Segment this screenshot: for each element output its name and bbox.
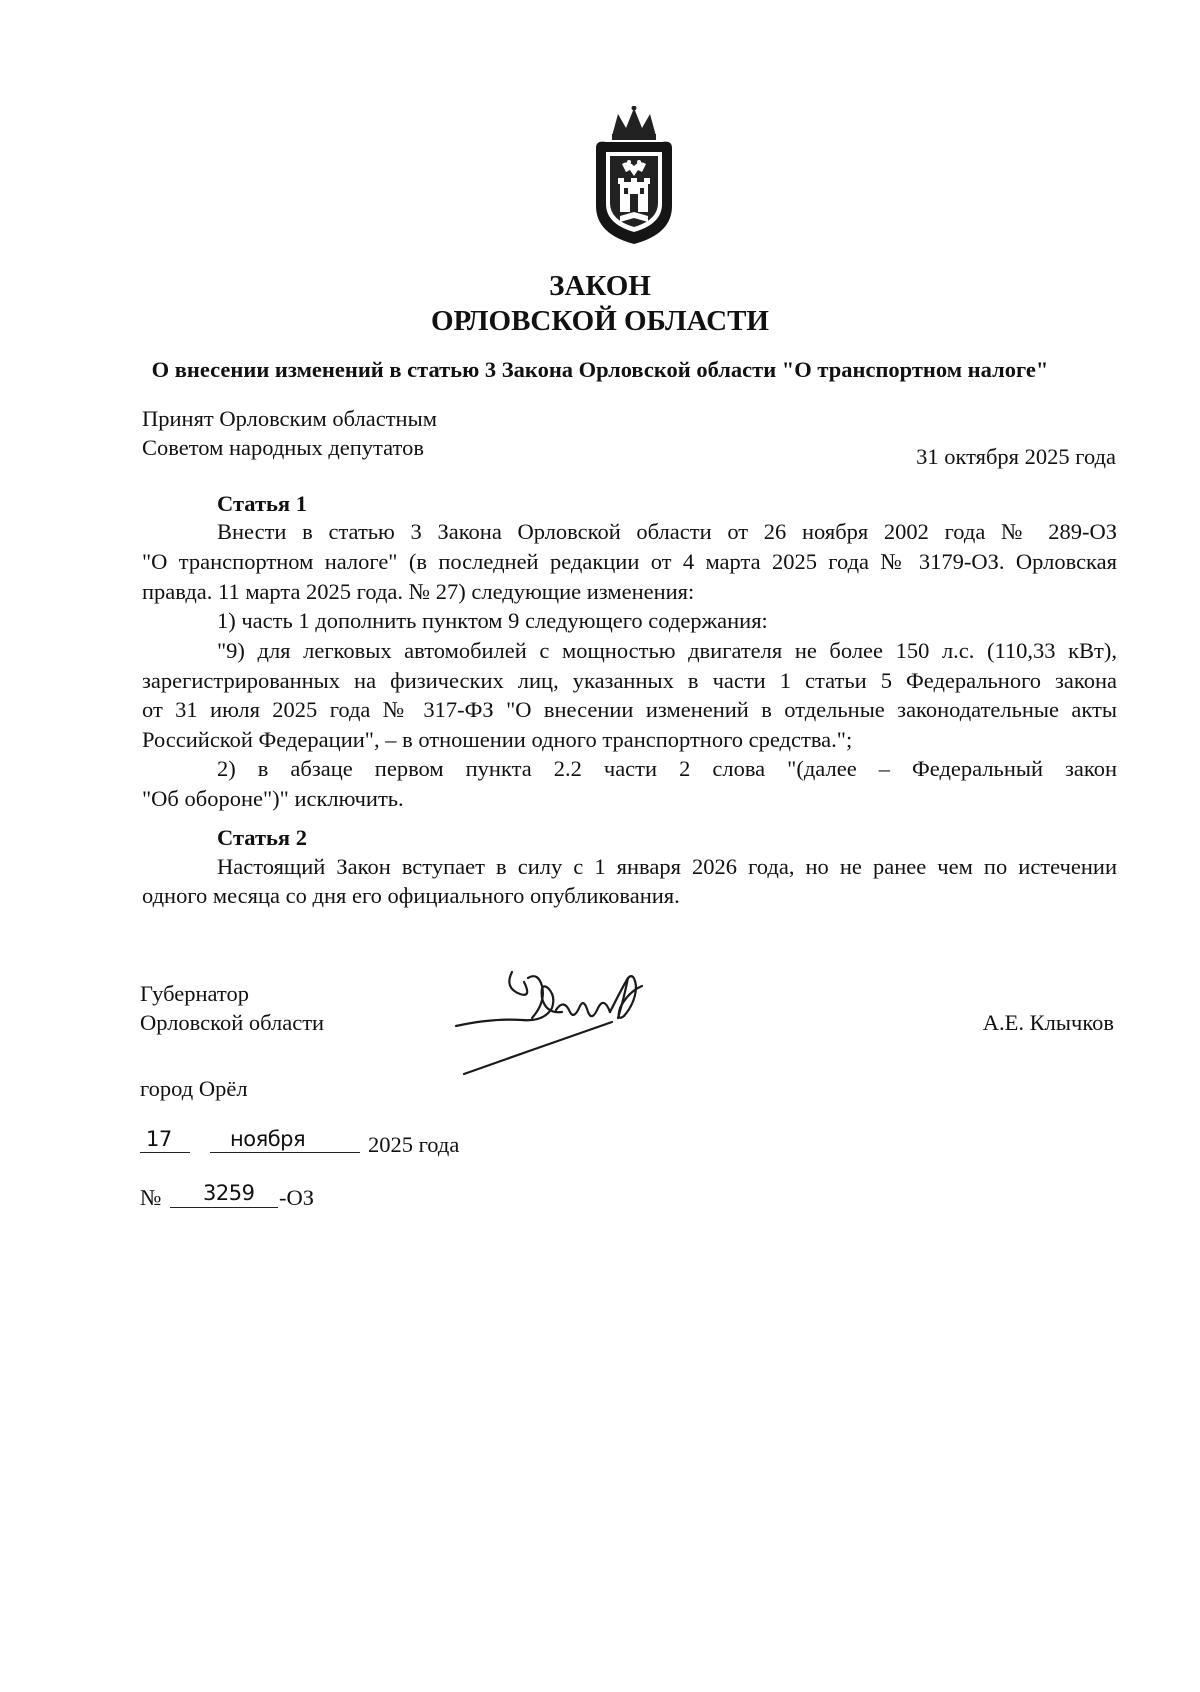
article-1-line: правда. 11 марта 2025 года. № 27) следующие изменения: [142, 579, 695, 604]
adopted-date: 31 октября 2025 года [916, 444, 1116, 469]
article-2-title: Статья 2 [217, 825, 307, 850]
article-1-line: Российской Федерации", – в отношении одного транспортного средства."; [142, 727, 853, 752]
article-1-line: "О транспортном налоге" (в последней редакции от 4 марта 2025 года № 3179-ОЗ. Орловская [142, 549, 1117, 574]
city-name: город Орёл [140, 1076, 248, 1101]
governor-signature [452, 968, 682, 1080]
governor-name: А.Е. Клычков [982, 1010, 1114, 1035]
article-1-line: Внести в статью 3 Закона Орловской области от 26 ноября 2002 года № 289-ОЗ [217, 519, 1117, 544]
title-line-2: ОРЛОВСКОЙ ОБЛАСТИ [430, 305, 769, 337]
article-1-line: "Об обороне")" исключить. [142, 786, 404, 811]
article-1-line: 2) в абзаце первом пункта 2.2 части 2 слова "(далее – Федеральный закон [217, 756, 1117, 781]
number-suffix: -ОЗ [279, 1185, 315, 1210]
title-line-1: ЗАКОН [549, 270, 651, 302]
article-2-line: одного месяца со дня его официального опубликования. [142, 883, 680, 908]
article-1-line: 1) часть 1 дополнить пунктом 9 следующего содержания: [217, 608, 768, 633]
number-underline [170, 1207, 278, 1208]
adopted-line-2: Советом народных депутатов [142, 435, 424, 460]
governor-title-line-1: Губернатор [140, 981, 249, 1006]
date-year: 2025 года [368, 1132, 460, 1157]
number-value: 3259 [203, 1181, 255, 1205]
adopted-line-1: Принят Орловским областным [142, 406, 437, 431]
law-subtitle: О внесении изменений в статью 3 Закона Орловской области "О транспортном налоге" [151, 357, 1049, 382]
date-month: ноября [230, 1127, 306, 1151]
coat-of-arms-icon [582, 106, 686, 246]
governor-title-line-2: Орловской области [140, 1010, 325, 1035]
article-2-line: Настоящий Закон вступает в силу с 1 января 2026 года, но не ранее чем по истечении [217, 854, 1117, 879]
date-day-underline [140, 1152, 190, 1153]
article-1-line: зарегистрированных на физических лиц, указанных в части 1 статьи 5 Федерального закона [142, 668, 1117, 693]
number-prefix: № [140, 1185, 162, 1210]
article-1-title: Статья 1 [217, 491, 307, 516]
date-day: 17 [146, 1127, 172, 1151]
date-month-underline [210, 1152, 360, 1153]
article-1-line: "9) для легковых автомобилей с мощностью двигателя не более 150 л.с. (110,33 кВт), [217, 638, 1117, 663]
article-1-line: от 31 июля 2025 года № 317-ФЗ "О внесении изменений в отдельные законодательные акты [142, 697, 1117, 722]
